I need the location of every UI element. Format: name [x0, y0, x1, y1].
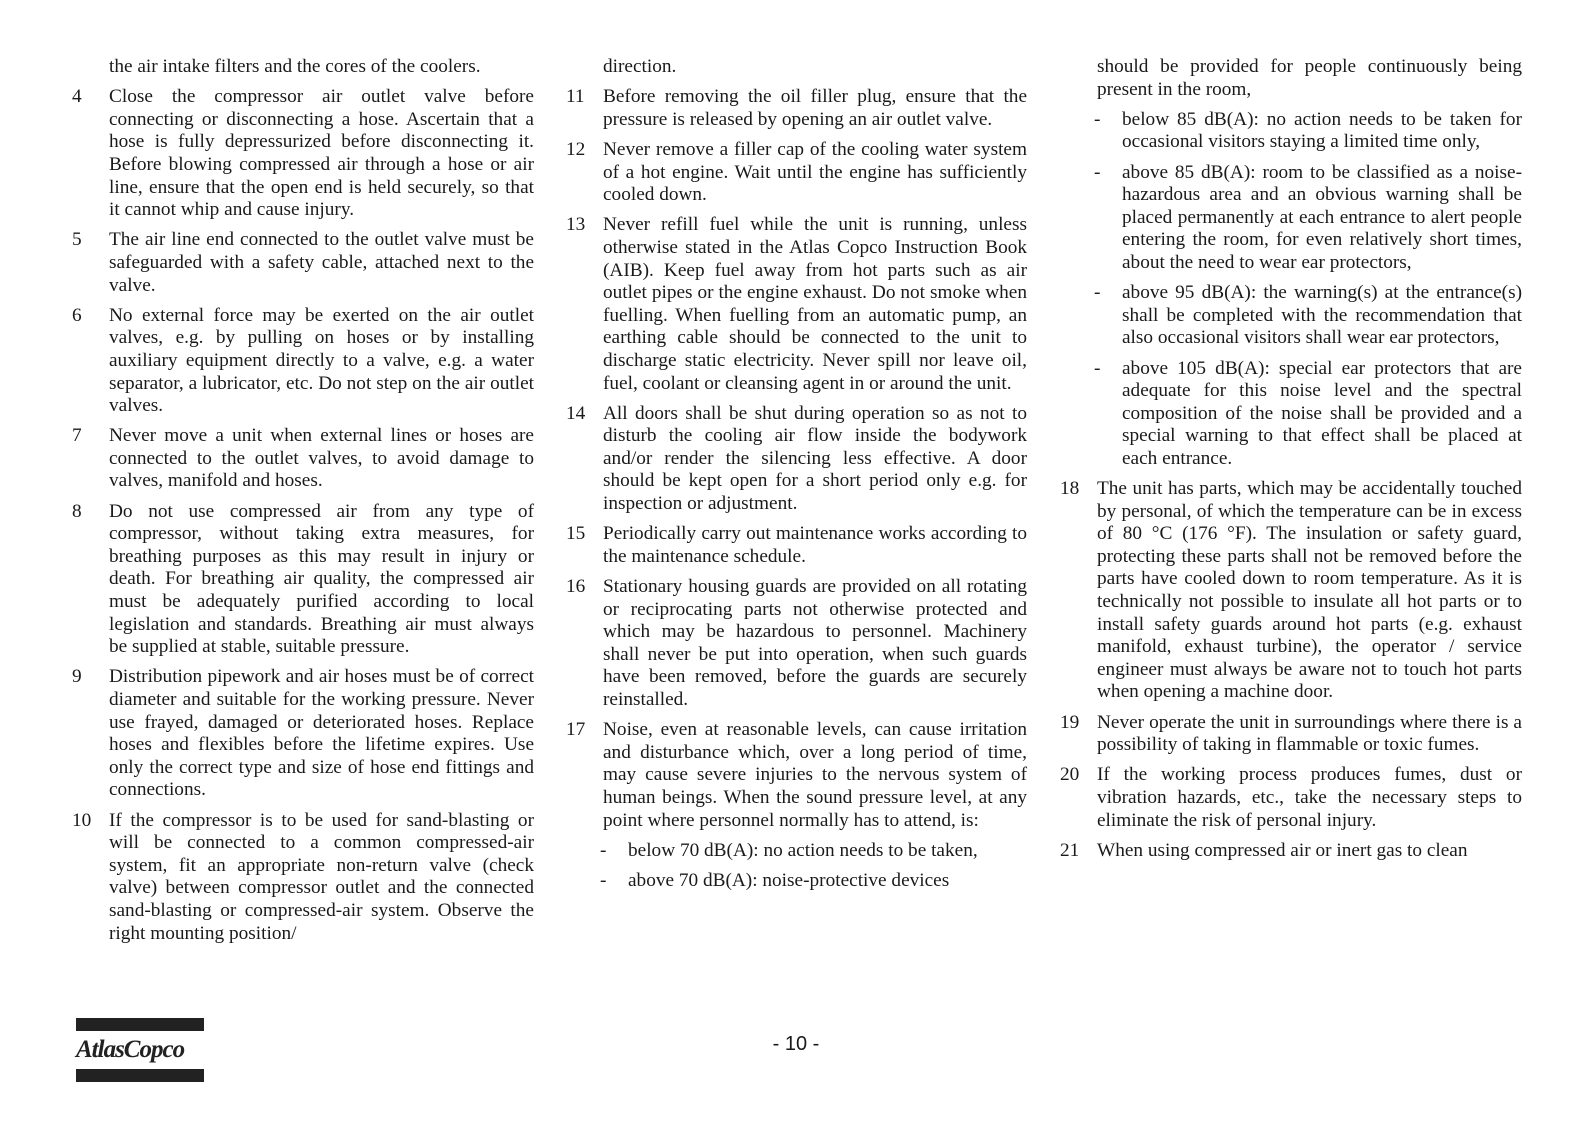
list-item	[1060, 478, 1522, 704]
noise-bullet	[1060, 162, 1522, 275]
bullet-dash: -	[1094, 282, 1101, 304]
page-number: - 10 -	[772, 1033, 820, 1055]
list-item	[72, 425, 534, 493]
item-text: Never refill fuel while the unit is running, unless otherwise stated in the Atlas Copco Instruction Book (AIB). Keep fuel away from hot parts such as air outlet pipes or the engine exhaust. Do not smoke when fuelling. When fuelling from an automatic pump, an earthing cable should be connected to the unit to discharge static electricity. Never spill nor leave oil, fuel, coolant or cleansing agent in or around the unit.	[603, 214, 1027, 394]
list-item	[72, 810, 534, 946]
item-number: 9	[72, 666, 82, 688]
column-middle	[566, 56, 1027, 900]
list-item	[566, 403, 1027, 516]
item-number: 16	[566, 576, 586, 598]
item-number: 21	[1060, 839, 1080, 861]
item-number: 18	[1060, 478, 1080, 500]
item-text: Never operate the unit in surroundings where there is a possibility of taking in flammable or toxic fumes.	[1097, 711, 1522, 756]
item-number: 7	[72, 425, 82, 447]
list-item	[72, 86, 534, 222]
logo-bar-bottom	[76, 1069, 204, 1082]
atlas-copco-logo	[76, 1018, 204, 1082]
item-text: Do not use compressed air from any type of compressor, without taking extra measures, for breathing purposes as this may result in injury or death. For breathing air quality, the compressed air must be adequately purified according to local legislation and standards. Breathing air must always be supplied at stable, suitable pressure.	[109, 500, 534, 658]
item-text: Never remove a filler cap of the cooling water system of a hot engine. Wait until the engine has sufficiently cooled down.	[603, 138, 1027, 206]
item-text: Before removing the oil filler plug, ensure that the pressure is released by opening an air outlet valve.	[603, 86, 1027, 130]
list-item	[1060, 712, 1522, 757]
item-text: The air line end connected to the outlet valve must be safeguarded with a safety cable, attached next to the valve.	[109, 229, 534, 296]
list-item	[566, 214, 1027, 395]
list-item	[72, 501, 534, 659]
item-number: 4	[72, 86, 82, 108]
continued-text: the air intake filters and the cores of the coolers.	[109, 56, 481, 77]
item-number: 17	[566, 719, 586, 741]
item-number: 15	[566, 523, 586, 545]
item-text: When using compressed air or inert gas to clean	[1097, 839, 1468, 861]
item-text: If the compressor is to be used for sand-blasting or will be connected to a common compressed-air system, fit an appropriate non-return valve (check valve) between compressor outlet and the connected sand-blasting or compressed-air system. Observe the right mounting position/	[109, 809, 534, 944]
bullet-dash: -	[1094, 108, 1101, 130]
logo-bar-top	[76, 1018, 204, 1031]
bullet-text: below 85 dB(A): no action needs to be taken for occasional visitors staying a limited time only,	[1122, 108, 1522, 153]
bullet-dash: -	[600, 839, 607, 861]
item-number: 10	[72, 809, 92, 831]
item-text: Noise, even at reasonable levels, can cause irritation and disturbance which, over a long period of time, may cause severe injuries to the nervous system of human beings. When the sound pressure level, at any point where personnel normally has to attend, is:	[603, 719, 1027, 831]
item-number: 14	[566, 402, 586, 424]
item-number: 11	[566, 86, 585, 108]
continued-text: direction.	[603, 56, 677, 77]
item-text: The unit has parts, which may be accidentally touched by personal, of which the temperature can be in excess of 80 °C (176 °F). The insulation or safety guard, protecting these parts shall not be removed before the parts have cooled down to room temperature. As it is technically not possible to insulate all hot parts or to install safety guards around hot parts (e.g. exhaust manifold, exhaust turbine), the operator / service engineer must always be aware not to touch hot parts when opening a machine door.	[1097, 478, 1522, 703]
list-item	[72, 666, 534, 802]
item-number: 20	[1060, 764, 1080, 786]
list-item	[72, 305, 534, 418]
noise-bullet	[1060, 282, 1522, 350]
bullet-dash: -	[1094, 357, 1101, 379]
item-number: 12	[566, 138, 586, 160]
list-item	[566, 139, 1027, 207]
item-text: Stationary housing guards are provided on all rotating or reciprocating parts not otherwise protected and which may be hazardous to personnel. Machinery shall never be put into operation, when such guards have been removed, before the guards are securely reinstalled.	[603, 576, 1027, 710]
list-item	[72, 229, 534, 297]
item-number: 13	[566, 214, 586, 236]
list-item	[566, 86, 1027, 131]
list-item	[566, 719, 1027, 832]
bullet-text: above 85 dB(A): room to be classified as a noise-hazardous area and an obvious warning shall be placed permanently at each entrance to alert people entering the room, for even relatively short times, about the need to wear ear protectors,	[1122, 161, 1522, 273]
item-number: 6	[72, 304, 82, 326]
item-text: All doors shall be shut during operation so as not to disturb the cooling air flow inside the bodywork and/or render the silencing less effective. A door should be kept open for a short period only e.g. for inspection or adjustment.	[603, 402, 1027, 515]
bullet-text: above 105 dB(A): special ear protectors that are adequate for this noise level and the spectral composition of the noise shall be provided and a special warning to that effect shall be placed at each entrance.	[1122, 357, 1522, 469]
list-item	[1060, 840, 1522, 863]
list-item	[566, 576, 1027, 712]
column-left	[72, 56, 534, 953]
continued-text: should be provided for people continuously being present in the room,	[1097, 56, 1522, 100]
bullet-text: below 70 dB(A): no action needs to be taken,	[628, 839, 978, 861]
item-number: 5	[72, 229, 82, 251]
bullet-dash: -	[600, 869, 607, 891]
noise-bullet	[1060, 109, 1522, 154]
item-text: If the working process produces fumes, dust or vibration hazards, etc., take the necessary steps to eliminate the risk of personal injury.	[1097, 764, 1522, 831]
item-number: 19	[1060, 711, 1080, 733]
item-text: Never move a unit when external lines or hoses are connected to the outlet valves, to avoid damage to valves, manifold and hoses.	[109, 425, 534, 492]
item-text: Distribution pipework and air hoses must be of correct diameter and suitable for the working pressure. Never use frayed, damaged or deteriorated hoses. Replace hoses and flexibles before the lifetime expires. Use only the correct type and size of hose end fittings and connections.	[109, 666, 534, 801]
noise-bullet	[566, 870, 1027, 893]
list-item	[1060, 764, 1522, 832]
column-right	[1060, 56, 1522, 870]
noise-bullet	[1060, 358, 1522, 471]
item-text: Close the compressor air outlet valve before connecting or disconnecting a hose. Ascertain that a hose is fully depressurized before disconnecting it. Before blowing compressed air through a hose or air line, ensure that the open end is held securely, so that it cannot whip and cause injury.	[109, 86, 534, 221]
logo-wordmark: AtlasCopco	[76, 1036, 185, 1063]
bullet-dash: -	[1094, 161, 1101, 183]
list-item	[566, 523, 1027, 568]
noise-bullet	[566, 840, 1027, 863]
bullet-text: above 95 dB(A): the warning(s) at the entrance(s) shall be completed with the recommendation that also occasional visitors shall wear ear protectors,	[1122, 282, 1522, 349]
item-text: Periodically carry out maintenance works according to the maintenance schedule.	[603, 523, 1027, 567]
bullet-text: above 70 dB(A): noise-protective devices	[628, 869, 950, 891]
item-number: 8	[72, 500, 82, 522]
item-text: No external force may be exerted on the air outlet valves, e.g. by pulling on hoses or by installing auxiliary equipment directly to a valve, e.g. a water separator, a lubricator, etc. Do not step on the air outlet valves.	[109, 304, 534, 417]
